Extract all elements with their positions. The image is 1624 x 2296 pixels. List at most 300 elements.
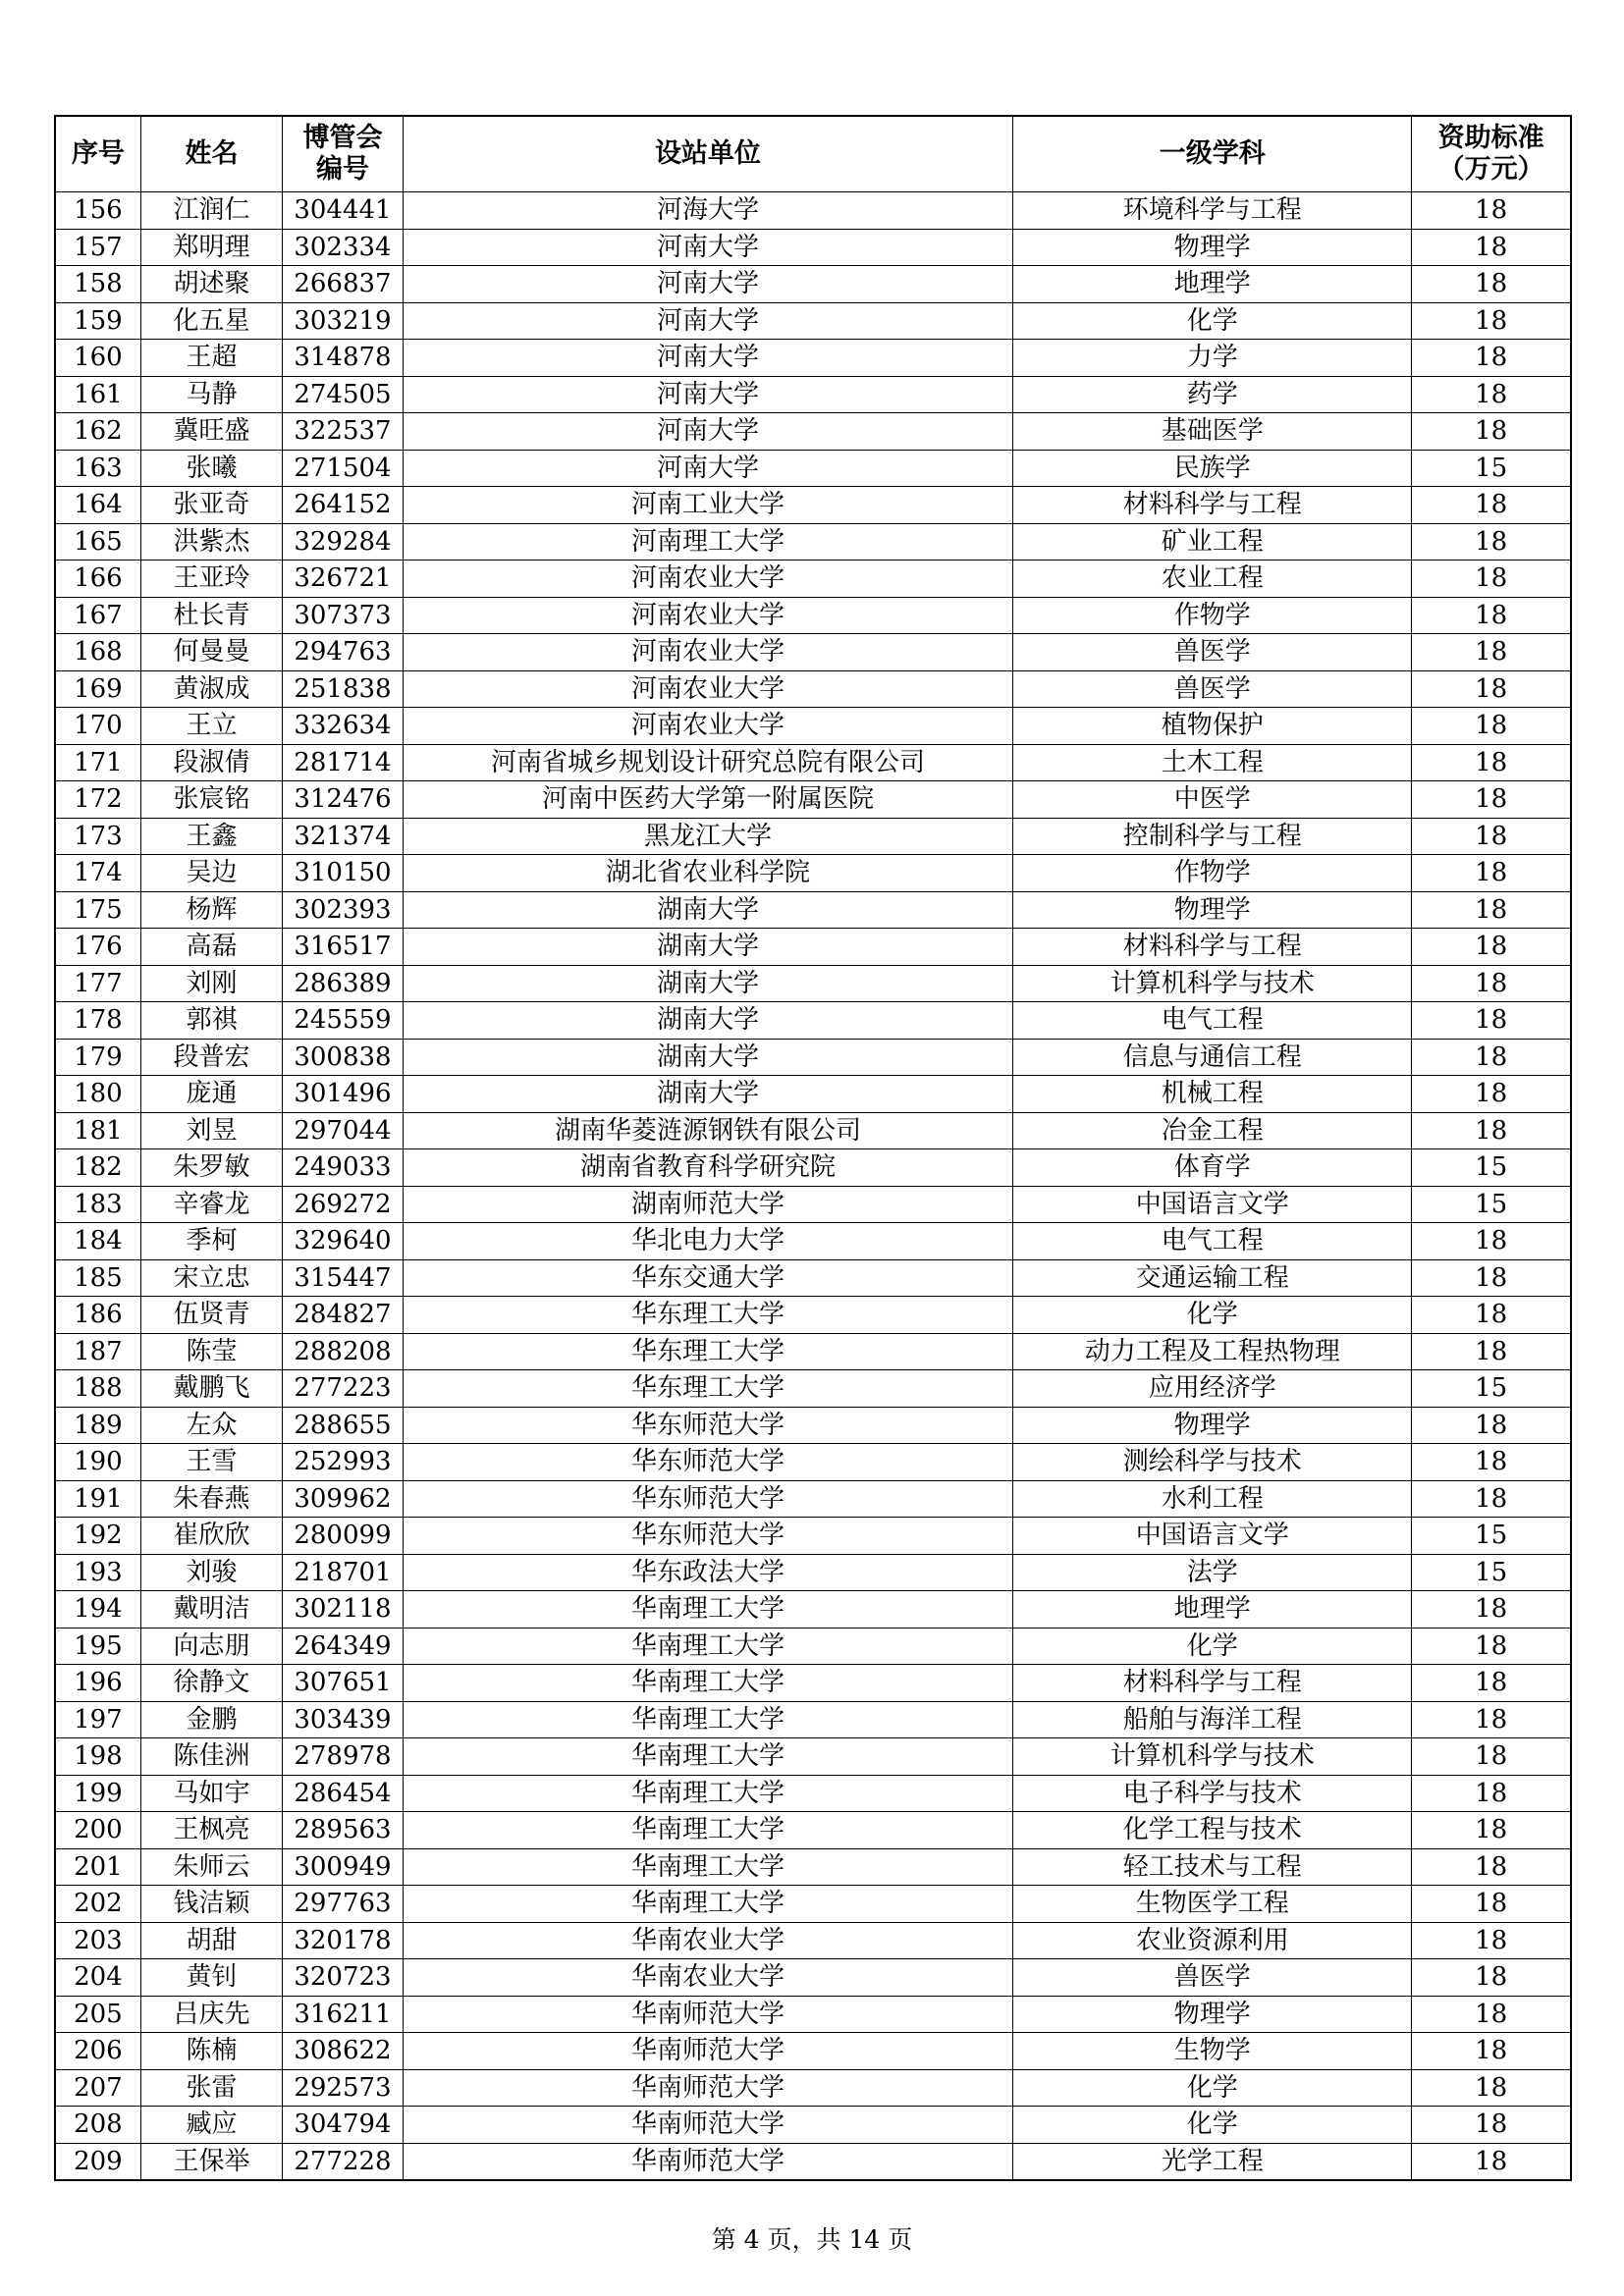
cell-name: 杨辉 [140, 891, 282, 929]
cell-unit: 华南理工大学 [403, 1628, 1012, 1665]
cell-funding: 18 [1412, 1738, 1571, 1776]
cell-seq: 181 [55, 1112, 140, 1149]
header-discipline: 一级学科 [1013, 116, 1412, 192]
cell-unit: 河南大学 [403, 302, 1012, 340]
cell-unit: 河南大学 [403, 413, 1012, 451]
cell-code: 245559 [283, 1002, 404, 1040]
table-row [55, 1959, 1571, 1997]
cell-code: 329284 [283, 523, 404, 561]
table-row [55, 1444, 1571, 1481]
cell-discipline: 动力工程及工程热物理 [1013, 1333, 1412, 1370]
cell-code: 304441 [283, 192, 404, 230]
cell-funding: 18 [1412, 2107, 1571, 2144]
cell-code: 302334 [283, 229, 404, 266]
cell-name: 左众 [140, 1407, 282, 1444]
cell-code: 289563 [283, 1812, 404, 1849]
table-row [55, 340, 1571, 377]
cell-unit: 华南理工大学 [403, 1812, 1012, 1849]
cell-funding: 18 [1412, 1333, 1571, 1370]
header-code: 博管会 编号 [283, 116, 404, 192]
table-row [55, 1886, 1571, 1923]
cell-name: 高磊 [140, 929, 282, 966]
cell-code: 307373 [283, 597, 404, 634]
cell-funding: 18 [1412, 670, 1571, 708]
cell-unit: 湖南省教育科学研究院 [403, 1149, 1012, 1187]
cell-code: 314878 [283, 340, 404, 377]
cell-seq: 205 [55, 1996, 140, 2033]
table-row [55, 1738, 1571, 1776]
cell-code: 297763 [283, 1886, 404, 1923]
cell-discipline: 力学 [1013, 340, 1412, 377]
cell-code: 300838 [283, 1039, 404, 1076]
cell-discipline: 地理学 [1013, 266, 1412, 303]
cell-name: 刘昱 [140, 1112, 282, 1149]
cell-seq: 164 [55, 487, 140, 524]
cell-discipline: 矿业工程 [1013, 523, 1412, 561]
cell-seq: 198 [55, 1738, 140, 1776]
cell-seq: 191 [55, 1480, 140, 1518]
cell-discipline: 计算机科学与技术 [1013, 965, 1412, 1002]
cell-unit: 河南农业大学 [403, 670, 1012, 708]
cell-name: 宋立忠 [140, 1259, 282, 1297]
cell-discipline: 兽医学 [1013, 670, 1412, 708]
cell-name: 郭祺 [140, 1002, 282, 1040]
cell-funding: 18 [1412, 1591, 1571, 1629]
cell-code: 286389 [283, 965, 404, 1002]
cell-discipline: 化学 [1013, 1297, 1412, 1334]
cell-funding: 18 [1412, 340, 1571, 377]
cell-name: 钱洁颖 [140, 1886, 282, 1923]
table-row [55, 2143, 1571, 2180]
cell-discipline: 化学 [1013, 302, 1412, 340]
cell-name: 江润仁 [140, 192, 282, 230]
cell-seq: 204 [55, 1959, 140, 1997]
cell-unit: 河南大学 [403, 450, 1012, 487]
cell-code: 302118 [283, 1591, 404, 1629]
cell-code: 286454 [283, 1775, 404, 1812]
cell-name: 戴明洁 [140, 1591, 282, 1629]
cell-seq: 189 [55, 1407, 140, 1444]
cell-unit: 湖南大学 [403, 929, 1012, 966]
table-row [55, 1370, 1571, 1408]
cell-name: 向志朋 [140, 1628, 282, 1665]
cell-seq: 199 [55, 1775, 140, 1812]
cell-unit: 河南大学 [403, 266, 1012, 303]
cell-unit: 华东师范大学 [403, 1518, 1012, 1555]
cell-seq: 194 [55, 1591, 140, 1629]
cell-funding: 18 [1412, 965, 1571, 1002]
cell-seq: 196 [55, 1665, 140, 1702]
cell-code: 329640 [283, 1223, 404, 1260]
cell-seq: 172 [55, 781, 140, 819]
cell-discipline: 电气工程 [1013, 1223, 1412, 1260]
cell-discipline: 中医学 [1013, 781, 1412, 819]
cell-name: 王保举 [140, 2143, 282, 2180]
table-row [55, 781, 1571, 819]
cell-discipline: 物理学 [1013, 891, 1412, 929]
cell-unit: 华南理工大学 [403, 1665, 1012, 1702]
cell-unit: 华南农业大学 [403, 1922, 1012, 1959]
cell-funding: 18 [1412, 2143, 1571, 2180]
table-header-row [55, 116, 1571, 192]
cell-funding: 15 [1412, 1554, 1571, 1591]
cell-code: 303439 [283, 1701, 404, 1738]
cell-funding: 18 [1412, 1959, 1571, 1997]
cell-seq: 203 [55, 1922, 140, 1959]
cell-seq: 195 [55, 1628, 140, 1665]
cell-seq: 192 [55, 1518, 140, 1555]
cell-funding: 15 [1412, 1186, 1571, 1223]
table-row [55, 1002, 1571, 1040]
cell-code: 281714 [283, 744, 404, 781]
page-footer: 第 4 页，共 14 页 [711, 2225, 913, 2254]
cell-discipline: 化学 [1013, 2069, 1412, 2107]
cell-unit: 华南理工大学 [403, 1848, 1012, 1886]
cell-unit: 华南师范大学 [403, 2033, 1012, 2070]
cell-unit: 湖南华菱涟源钢铁有限公司 [403, 1112, 1012, 1149]
cell-name: 辛睿龙 [140, 1186, 282, 1223]
cell-seq: 167 [55, 597, 140, 634]
cell-code: 264349 [283, 1628, 404, 1665]
cell-unit: 华东理工大学 [403, 1297, 1012, 1334]
table-body [55, 192, 1571, 2181]
cell-code: 320723 [283, 1959, 404, 1997]
cell-discipline: 水利工程 [1013, 1480, 1412, 1518]
cell-name: 陈莹 [140, 1333, 282, 1370]
cell-discipline: 化学 [1013, 1628, 1412, 1665]
cell-seq: 188 [55, 1370, 140, 1408]
cell-unit: 河南农业大学 [403, 708, 1012, 745]
header-seq: 序号 [55, 116, 140, 192]
table-row [55, 413, 1571, 451]
funding-table-container [54, 115, 1572, 2181]
cell-seq: 174 [55, 855, 140, 892]
cell-funding: 18 [1412, 1775, 1571, 1812]
cell-funding: 18 [1412, 818, 1571, 855]
cell-funding: 18 [1412, 1076, 1571, 1113]
cell-code: 302393 [283, 891, 404, 929]
table-row [55, 1112, 1571, 1149]
cell-discipline: 植物保护 [1013, 708, 1412, 745]
cell-code: 307651 [283, 1665, 404, 1702]
cell-code: 278978 [283, 1738, 404, 1776]
table-row [55, 2069, 1571, 2107]
cell-unit: 河南大学 [403, 340, 1012, 377]
cell-name: 朱春燕 [140, 1480, 282, 1518]
cell-discipline: 环境科学与工程 [1013, 192, 1412, 230]
cell-code: 321374 [283, 818, 404, 855]
cell-code: 310150 [283, 855, 404, 892]
cell-discipline: 体育学 [1013, 1149, 1412, 1187]
cell-discipline: 兽医学 [1013, 1959, 1412, 1997]
table-row [55, 487, 1571, 524]
table-row [55, 561, 1571, 598]
cell-code: 288208 [283, 1333, 404, 1370]
cell-code: 301496 [283, 1076, 404, 1113]
cell-code: 315447 [283, 1259, 404, 1297]
cell-code: 274505 [283, 376, 404, 413]
cell-funding: 18 [1412, 2069, 1571, 2107]
table-row [55, 1259, 1571, 1297]
cell-code: 218701 [283, 1554, 404, 1591]
table-row [55, 597, 1571, 634]
cell-funding: 18 [1412, 1812, 1571, 1849]
cell-seq: 157 [55, 229, 140, 266]
cell-name: 张亚奇 [140, 487, 282, 524]
cell-discipline: 物理学 [1013, 1407, 1412, 1444]
cell-seq: 160 [55, 340, 140, 377]
cell-seq: 159 [55, 302, 140, 340]
table-row [55, 266, 1571, 303]
cell-code: 266837 [283, 266, 404, 303]
cell-name: 化五星 [140, 302, 282, 340]
cell-code: 271504 [283, 450, 404, 487]
cell-name: 杜长青 [140, 597, 282, 634]
cell-funding: 18 [1412, 1701, 1571, 1738]
cell-seq: 201 [55, 1848, 140, 1886]
cell-name: 陈楠 [140, 2033, 282, 2070]
header-unit: 设站单位 [403, 116, 1012, 192]
cell-unit: 湖南大学 [403, 891, 1012, 929]
cell-funding: 18 [1412, 1112, 1571, 1149]
cell-name: 王亚玲 [140, 561, 282, 598]
cell-discipline: 物理学 [1013, 229, 1412, 266]
table-row [55, 2033, 1571, 2070]
table-row [55, 1848, 1571, 1886]
cell-discipline: 兽医学 [1013, 634, 1412, 671]
table-row [55, 965, 1571, 1002]
cell-funding: 18 [1412, 708, 1571, 745]
cell-seq: 176 [55, 929, 140, 966]
cell-seq: 161 [55, 376, 140, 413]
cell-code: 316211 [283, 1996, 404, 2033]
cell-funding: 18 [1412, 1002, 1571, 1040]
cell-funding: 18 [1412, 1444, 1571, 1481]
cell-seq: 186 [55, 1297, 140, 1334]
cell-seq: 163 [55, 450, 140, 487]
table-row [55, 1922, 1571, 1959]
cell-discipline: 农业资源利用 [1013, 1922, 1412, 1959]
cell-name: 胡述聚 [140, 266, 282, 303]
cell-seq: 209 [55, 2143, 140, 2180]
table-row [55, 229, 1571, 266]
cell-code: 249033 [283, 1149, 404, 1187]
cell-seq: 183 [55, 1186, 140, 1223]
cell-unit: 河南农业大学 [403, 561, 1012, 598]
table-row [55, 1812, 1571, 1849]
table-row [55, 1996, 1571, 2033]
table-row [55, 1665, 1571, 1702]
cell-unit: 华南理工大学 [403, 1701, 1012, 1738]
header-name: 姓名 [140, 116, 282, 192]
cell-code: 316517 [283, 929, 404, 966]
table-row [55, 891, 1571, 929]
cell-seq: 202 [55, 1886, 140, 1923]
cell-code: 300949 [283, 1848, 404, 1886]
cell-name: 朱师云 [140, 1848, 282, 1886]
cell-seq: 168 [55, 634, 140, 671]
cell-unit: 华南理工大学 [403, 1591, 1012, 1629]
cell-unit: 华南理工大学 [403, 1775, 1012, 1812]
table-row [55, 1223, 1571, 1260]
cell-funding: 18 [1412, 1665, 1571, 1702]
cell-unit: 湖南大学 [403, 965, 1012, 1002]
cell-seq: 156 [55, 192, 140, 230]
cell-discipline: 计算机科学与技术 [1013, 1738, 1412, 1776]
cell-unit: 河南中医药大学第一附属医院 [403, 781, 1012, 819]
cell-discipline: 生物学 [1013, 2033, 1412, 2070]
cell-funding: 18 [1412, 1628, 1571, 1665]
cell-seq: 165 [55, 523, 140, 561]
cell-unit: 华东政法大学 [403, 1554, 1012, 1591]
table-row [55, 1775, 1571, 1812]
cell-code: 284827 [283, 1297, 404, 1334]
cell-funding: 18 [1412, 229, 1571, 266]
cell-code: 264152 [283, 487, 404, 524]
cell-seq: 180 [55, 1076, 140, 1113]
cell-funding: 18 [1412, 413, 1571, 451]
cell-funding: 18 [1412, 1996, 1571, 2033]
cell-seq: 169 [55, 670, 140, 708]
cell-unit: 河南理工大学 [403, 523, 1012, 561]
cell-funding: 18 [1412, 744, 1571, 781]
cell-name: 刘骏 [140, 1554, 282, 1591]
cell-unit: 华东交通大学 [403, 1259, 1012, 1297]
table-row [55, 2107, 1571, 2144]
cell-name: 戴鹏飞 [140, 1370, 282, 1408]
cell-name: 张宸铭 [140, 781, 282, 819]
cell-unit: 河南农业大学 [403, 597, 1012, 634]
cell-code: 309962 [283, 1480, 404, 1518]
cell-seq: 170 [55, 708, 140, 745]
cell-unit: 华南师范大学 [403, 2107, 1012, 2144]
cell-seq: 179 [55, 1039, 140, 1076]
cell-seq: 171 [55, 744, 140, 781]
cell-discipline: 电气工程 [1013, 1002, 1412, 1040]
funding-table [54, 115, 1572, 2181]
cell-name: 王立 [140, 708, 282, 745]
cell-code: 269272 [283, 1186, 404, 1223]
cell-discipline: 物理学 [1013, 1996, 1412, 2033]
cell-discipline: 冶金工程 [1013, 1112, 1412, 1149]
cell-funding: 18 [1412, 2033, 1571, 2070]
cell-unit: 华北电力大学 [403, 1223, 1012, 1260]
cell-code: 292573 [283, 2069, 404, 2107]
table-row [55, 818, 1571, 855]
cell-unit: 河南工业大学 [403, 487, 1012, 524]
cell-code: 280099 [283, 1518, 404, 1555]
cell-funding: 18 [1412, 1922, 1571, 1959]
cell-seq: 178 [55, 1002, 140, 1040]
cell-discipline: 作物学 [1013, 855, 1412, 892]
cell-funding: 18 [1412, 929, 1571, 966]
table-row [55, 1480, 1571, 1518]
cell-unit: 华南理工大学 [403, 1886, 1012, 1923]
cell-discipline: 材料科学与工程 [1013, 487, 1412, 524]
table-row [55, 1591, 1571, 1629]
cell-discipline: 地理学 [1013, 1591, 1412, 1629]
cell-funding: 18 [1412, 1039, 1571, 1076]
table-row [55, 1407, 1571, 1444]
cell-discipline: 农业工程 [1013, 561, 1412, 598]
cell-name: 冀旺盛 [140, 413, 282, 451]
cell-name: 段淑倩 [140, 744, 282, 781]
cell-unit: 湖南大学 [403, 1039, 1012, 1076]
cell-name: 庞通 [140, 1076, 282, 1113]
cell-unit: 华南理工大学 [403, 1738, 1012, 1776]
table-row [55, 1701, 1571, 1738]
cell-name: 王鑫 [140, 818, 282, 855]
cell-code: 251838 [283, 670, 404, 708]
table-row [55, 1554, 1571, 1591]
cell-name: 吕庆先 [140, 1996, 282, 2033]
cell-code: 277223 [283, 1370, 404, 1408]
cell-name: 马如宇 [140, 1775, 282, 1812]
cell-seq: 197 [55, 1701, 140, 1738]
cell-funding: 18 [1412, 266, 1571, 303]
cell-funding: 15 [1412, 450, 1571, 487]
cell-name: 臧应 [140, 2107, 282, 2144]
cell-funding: 18 [1412, 487, 1571, 524]
table-row [55, 708, 1571, 745]
cell-discipline: 应用经济学 [1013, 1370, 1412, 1408]
cell-seq: 187 [55, 1333, 140, 1370]
cell-code: 277228 [283, 2143, 404, 2180]
cell-funding: 15 [1412, 1370, 1571, 1408]
cell-unit: 湖南大学 [403, 1002, 1012, 1040]
cell-discipline: 中国语言文学 [1013, 1518, 1412, 1555]
cell-funding: 18 [1412, 1848, 1571, 1886]
cell-unit: 华东师范大学 [403, 1407, 1012, 1444]
cell-name: 胡甜 [140, 1922, 282, 1959]
cell-funding: 18 [1412, 1223, 1571, 1260]
cell-name: 王雪 [140, 1444, 282, 1481]
cell-funding: 18 [1412, 1886, 1571, 1923]
cell-name: 郑明理 [140, 229, 282, 266]
cell-discipline: 测绘科学与技术 [1013, 1444, 1412, 1481]
cell-discipline: 交通运输工程 [1013, 1259, 1412, 1297]
cell-seq: 190 [55, 1444, 140, 1481]
cell-unit: 华东师范大学 [403, 1444, 1012, 1481]
cell-code: 288655 [283, 1407, 404, 1444]
cell-name: 金鹏 [140, 1701, 282, 1738]
cell-seq: 177 [55, 965, 140, 1002]
table-row [55, 302, 1571, 340]
table-row [55, 450, 1571, 487]
cell-unit: 华南农业大学 [403, 1959, 1012, 1997]
table-row [55, 1297, 1571, 1334]
cell-code: 252993 [283, 1444, 404, 1481]
cell-unit: 湖南大学 [403, 1076, 1012, 1113]
cell-code: 304794 [283, 2107, 404, 2144]
cell-discipline: 电子科学与技术 [1013, 1775, 1412, 1812]
table-row [55, 1186, 1571, 1223]
cell-name: 吴边 [140, 855, 282, 892]
cell-seq: 193 [55, 1554, 140, 1591]
cell-seq: 206 [55, 2033, 140, 2070]
cell-name: 季柯 [140, 1223, 282, 1260]
cell-name: 伍贤青 [140, 1297, 282, 1334]
cell-discipline: 民族学 [1013, 450, 1412, 487]
cell-seq: 166 [55, 561, 140, 598]
cell-name: 刘刚 [140, 965, 282, 1002]
cell-unit: 华南师范大学 [403, 2069, 1012, 2107]
cell-seq: 182 [55, 1149, 140, 1187]
cell-discipline: 中国语言文学 [1013, 1186, 1412, 1223]
cell-discipline: 光学工程 [1013, 2143, 1412, 2180]
cell-seq: 208 [55, 2107, 140, 2144]
table-row [55, 744, 1571, 781]
